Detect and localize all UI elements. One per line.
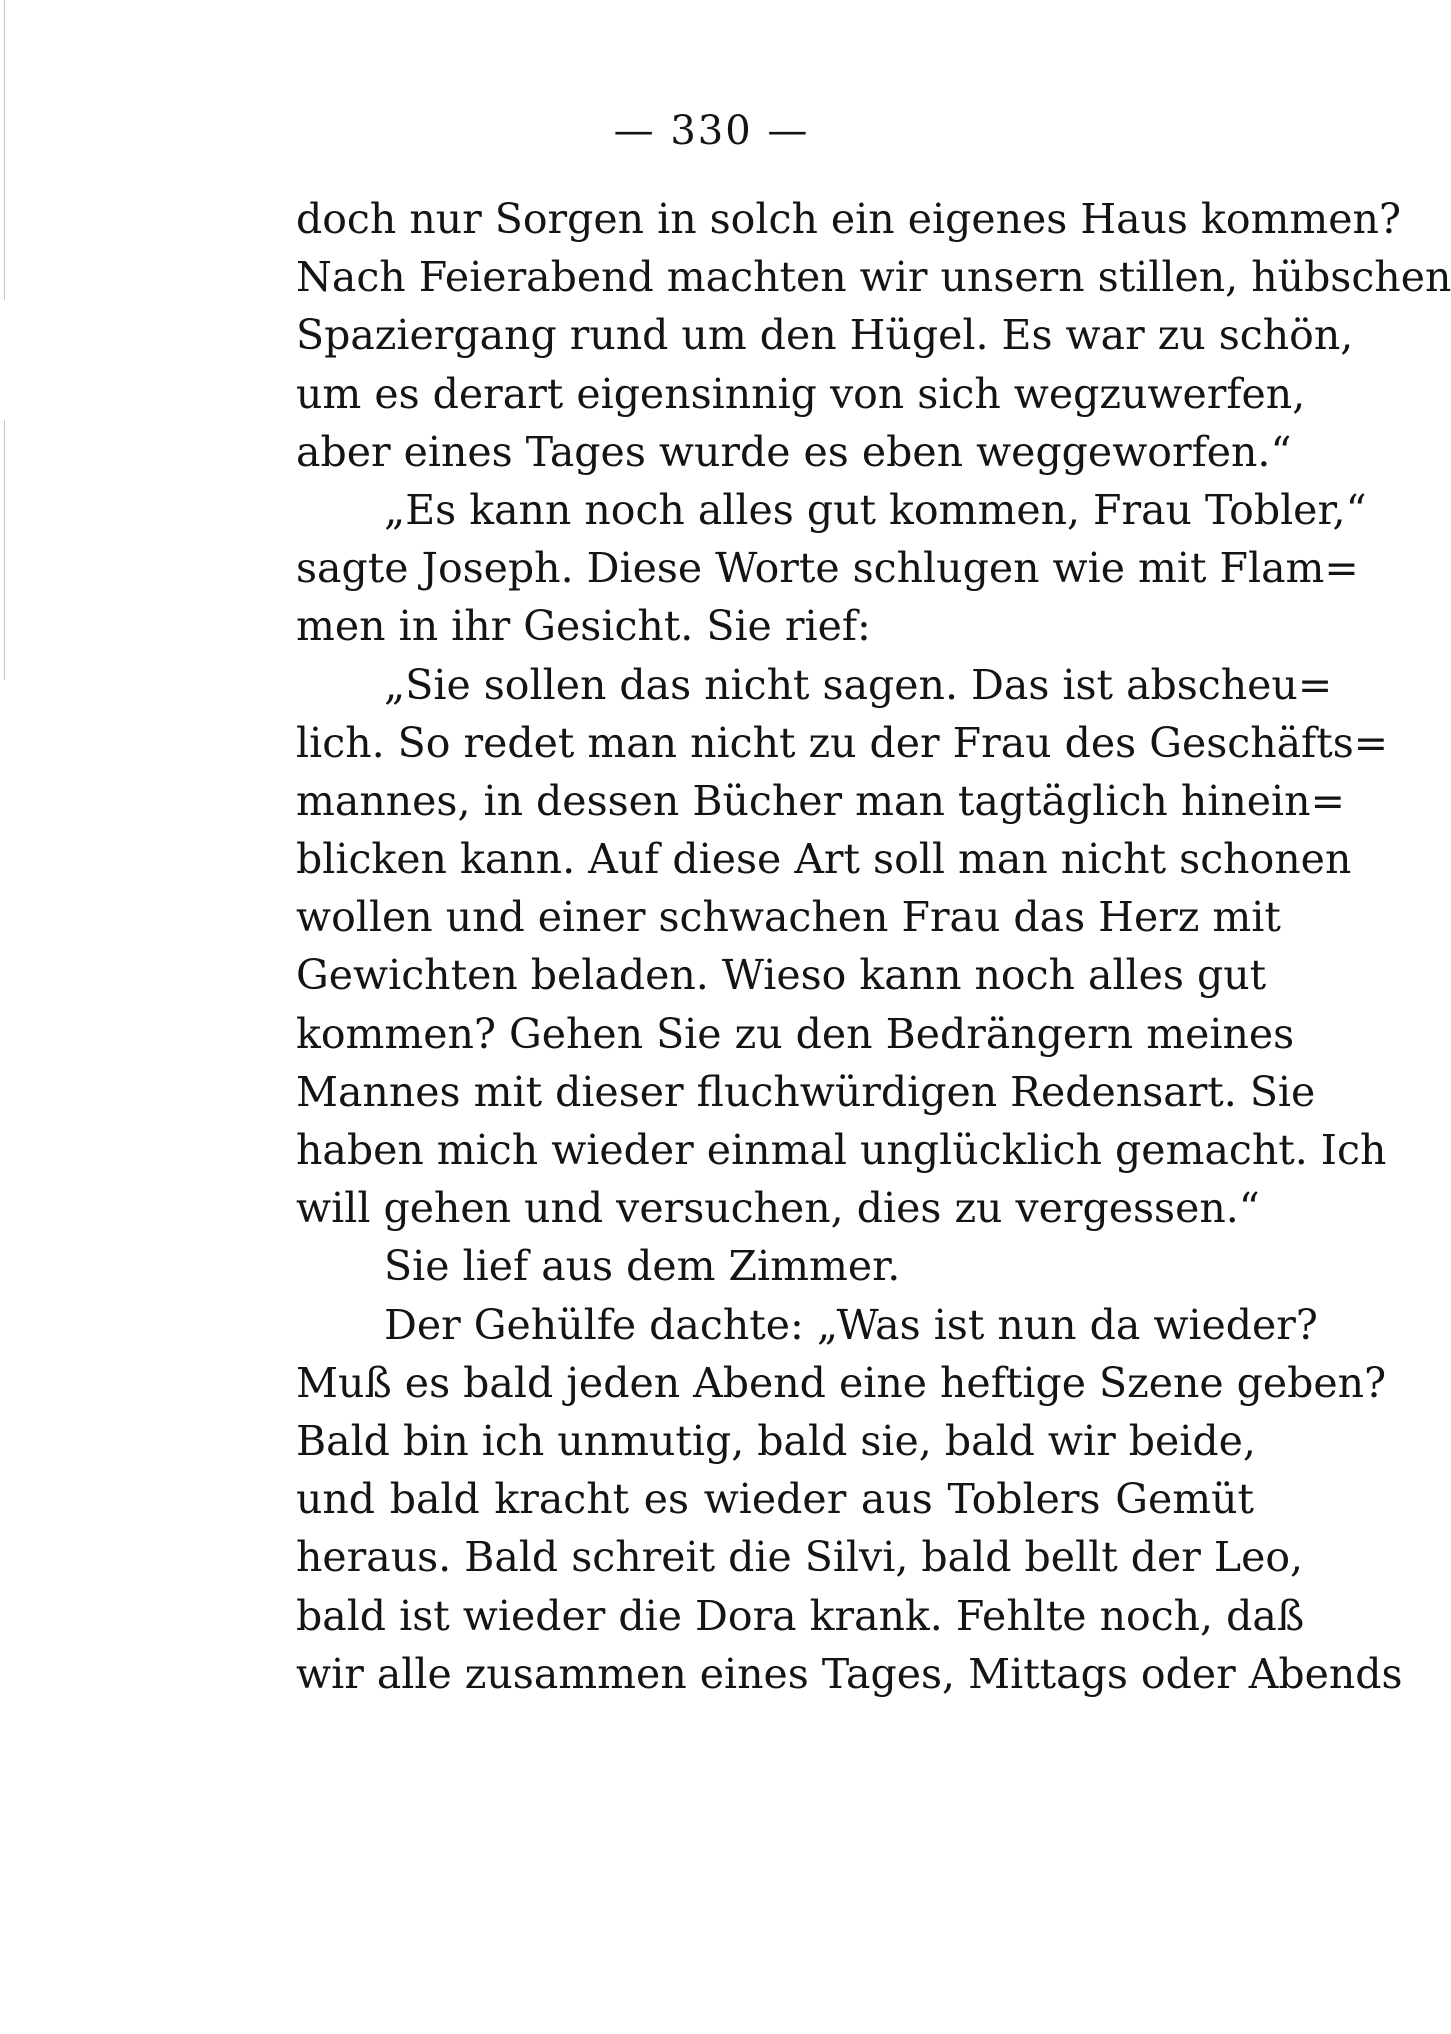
- text-line: Nach Feierabend machten wir unsern stillen, hübschen: [296, 253, 1451, 302]
- text-line: sagte Joseph. Diese Worte schlugen wie mit Flam=: [296, 544, 1359, 593]
- scan-edge-mark: [4, 420, 5, 680]
- text-line: „Es kann noch alles gut kommen, Frau Tobler,“: [384, 485, 1367, 534]
- text-line: Der Gehülfe dachte: „Was ist nun da wieder?: [384, 1300, 1318, 1349]
- text-line: um es derart eigensinnig von sich wegzuwerfen,: [296, 369, 1306, 418]
- text-line: aber eines Tages wurde es eben weggeworfen.“: [296, 427, 1292, 476]
- text-line: bald ist wieder die Dora krank. Fehlte noch, daß: [296, 1591, 1305, 1640]
- text-line: „Sie sollen das nicht sagen. Das ist abscheu=: [384, 660, 1333, 709]
- text-line: kommen? Gehen Sie zu den Bedrängern meines: [296, 1009, 1295, 1058]
- text-line: lich. So redet man nicht zu der Frau des Geschäfts=: [296, 718, 1389, 767]
- text-line: mannes, in dessen Bücher man tagtäglich hinein=: [296, 776, 1345, 825]
- text-line: wir alle zusammen eines Tages, Mittags oder Abends: [296, 1649, 1403, 1698]
- page-number: — 330 —: [613, 108, 810, 154]
- body-text: [296, 190, 1451, 1703]
- text-line: men in ihr Gesicht. Sie rief:: [296, 602, 871, 651]
- text-line: wollen und einer schwachen Frau das Herz mit: [296, 893, 1281, 942]
- text-line: und bald kracht es wieder aus Toblers Gemüt: [296, 1475, 1254, 1524]
- text-line: will gehen und versuchen, dies zu vergessen.“: [296, 1184, 1260, 1233]
- text-line: Gewichten beladen. Wieso kann noch alles gut: [296, 951, 1267, 1000]
- text-line: Muß es bald jeden Abend eine heftige Szene geben?: [296, 1358, 1387, 1407]
- text-line: doch nur Sorgen in solch ein eigenes Haus kommen?: [296, 195, 1401, 243]
- text-line: Mannes mit dieser fluchwürdigen Redensart. Sie: [296, 1067, 1316, 1116]
- text-line: blicken kann. Auf diese Art soll man nicht schonen: [296, 835, 1352, 884]
- text-line: heraus. Bald schreit die Silvi, bald bellt der Leo,: [296, 1533, 1304, 1582]
- text-line: Sie lief aus dem Zimmer.: [384, 1242, 901, 1291]
- text-line: haben mich wieder einmal unglücklich gemacht. Ich: [296, 1126, 1387, 1174]
- text-line: Spaziergang rund um den Hügel. Es war zu schön,: [296, 311, 1354, 360]
- text-line: Bald bin ich unmutig, bald sie, bald wir beide,: [296, 1416, 1256, 1465]
